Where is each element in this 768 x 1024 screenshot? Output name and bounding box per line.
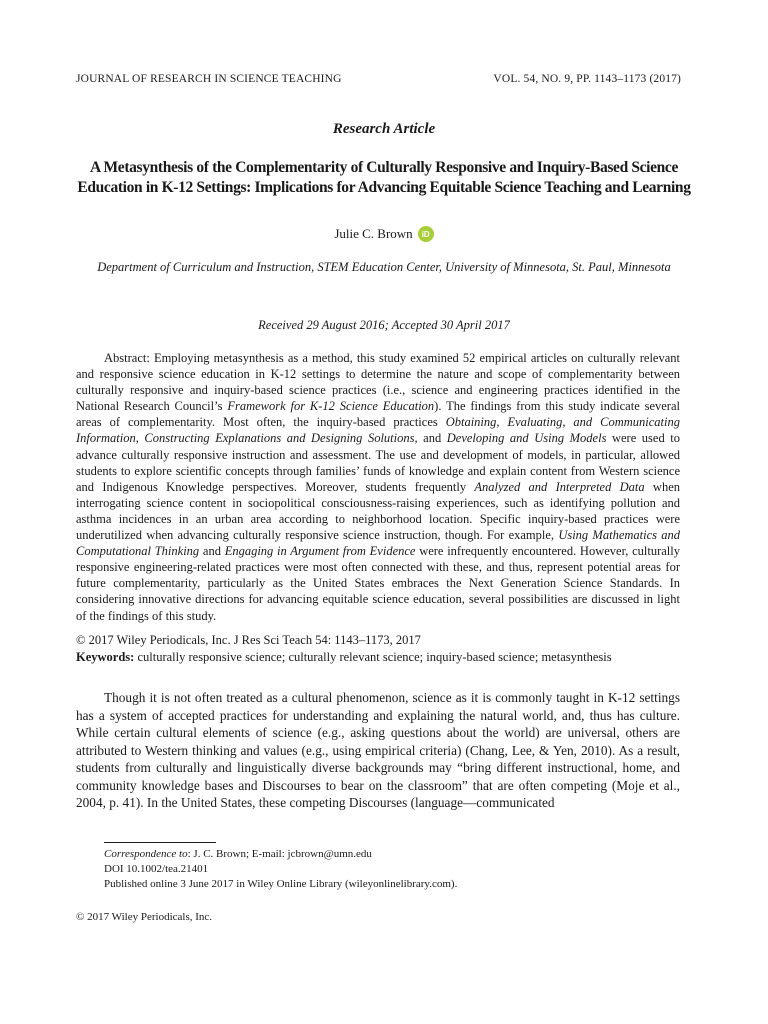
abstract-text: ). The findings from this study indicate several areas of complementarity. Most often, the inquiry-based practices — [76, 399, 680, 430]
article-type: Research Article — [332, 121, 436, 137]
doi: DOI 10.1002/tea.21401 — [104, 863, 209, 875]
abstract-text: were used to advance culturally responsive instruction and assessment. The use and development of models, in particular, allowed students to explore scientific concepts through families’ funds of knowledge and explain content from Western science and Indigenous Knowledge perspectives. Moreover, students frequently — [76, 431, 680, 494]
volume-info: VOL. 54, NO. 9, PP. 1143–1173 (2017) — [493, 73, 681, 85]
abstract-emphasis: Using Mathematics and Computational Thinking — [76, 528, 680, 559]
received-accepted-dates: Received 29 August 2016; Accepted 30 April 2017 — [258, 318, 510, 332]
correspondence-label: Correspondence to — [104, 848, 188, 860]
keywords-label: Keywords: — [76, 650, 135, 664]
article-title: A Metasynthesis of the Complementarity of Culturally Responsive and Inquiry-Based Science Education in K-12 Settings: Implications for Advancing Equitable Science Teaching and Learning — [77, 159, 691, 196]
orcid-icon[interactable]: iD — [418, 226, 434, 242]
footnote-divider — [104, 842, 216, 843]
correspondence-line — [104, 847, 457, 862]
author-affiliation: Department of Curriculum and Instruction, STEM Education Center, University of Minnesota, St. Paul, Minnesota — [97, 260, 671, 274]
abstract — [76, 350, 680, 624]
abstract-text: when interrogating science content in sociopolitical consciousness-raising experiences, such as identifying pollution and asthma incidences in an urban area according to neighborhood location. Specific inquiry-based practices were underutilized when advancing culturally responsive science instruction, though. For example, — [76, 479, 681, 543]
correspondence-text: : J. C. Brown; E-mail: jcbrown@umn.edu — [187, 848, 372, 860]
footer-copyright: © 2017 Wiley Periodicals, Inc. — [76, 911, 213, 923]
abstract-emphasis: Developing and Using Models — [446, 431, 607, 446]
abstract-text: Abstract: Employing metasynthesis as a method, this study examined 52 empirical articles on culturally relevant and responsive science education in K-12 settings to determine the nature and scope of complementarity between culturally responsive and inquiry-based science practices (i.e., science and engineering practices identified in the National Research Council’s — [76, 351, 680, 414]
abstract-copyright: © 2017 Wiley Periodicals, Inc. J Res Sci Teach 54: 1143–1173, 2017 — [76, 633, 421, 647]
abstract-emphasis: Framework for K-12 Science Education — [227, 399, 435, 414]
abstract-emphasis: Analyzed and Interpreted Data — [474, 479, 645, 494]
keywords — [76, 650, 696, 665]
body-paragraph: Though it is not often treated as a cultural phenomenon, science as it is commonly taught in K-12 settings has a system of accepted practices for understanding and explaining the natural world, and, thus has culture. While certain cultural elements of science (e.g., asking questions about the world) are universal, others are attributed to Western thinking and values (e.g., using empirical criteria) (Chang, Lee, & Yen, 2010). As a result, students from culturally and linguistically diverse backgrounds may “bring different instructional, home, and community knowledge bases and Discourses to bear on the classroom” that are often competing (Moje et al., 2004, p. 41). In the United States, these competing Discourses (language—communicated — [76, 690, 680, 810]
abstract-text: and — [417, 431, 447, 446]
author-line — [0, 226, 768, 242]
abstract-text: and — [199, 544, 225, 559]
author-name: Julie C. Brown — [334, 226, 413, 241]
abstract-text: were infrequently encountered. However, culturally responsive engineering-related practices were most often connected with these, and thus, represent potential areas for future complementarity, particularly as the United States embraces the Next Generation Science Standards. In considering innovative directions for advancing equitable science education, several possibilities are discussed in light of the findings of this study. — [76, 544, 680, 623]
abstract-emphasis: Engaging in Argument from Evidence — [224, 544, 416, 559]
running-head — [76, 73, 681, 85]
footnotes — [104, 847, 457, 892]
journal-name: JOURNAL OF RESEARCH IN SCIENCE TEACHING — [76, 73, 342, 85]
published-online: Published online 3 June 2017 in Wiley Online Library (wileyonlinelibrary.com). — [104, 878, 458, 890]
keywords-text: culturally responsive science; culturally relevant science; inquiry-based science; metasynthesis — [137, 650, 612, 664]
abstract-emphasis: Obtaining, Evaluating, and Communicating Information, Constructing Explanations and Designing Solutions, — [76, 415, 680, 446]
